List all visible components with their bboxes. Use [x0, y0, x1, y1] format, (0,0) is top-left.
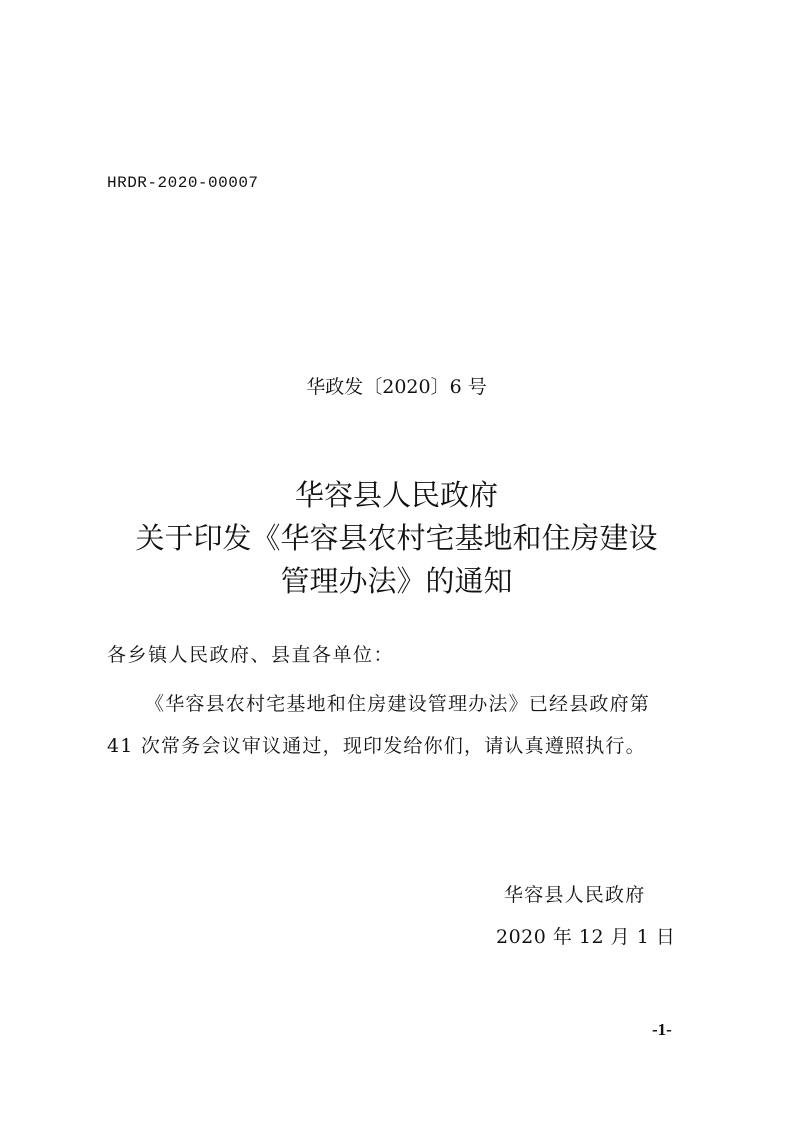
title-line: 管理办法》的通知 — [280, 564, 513, 598]
body-line: 《华容县农村宅基地和住房建设管理办法》已经县政府第 — [145, 693, 651, 715]
document-number: 华政发〔2020〕6 号 — [306, 376, 487, 398]
signer: 华容县人民政府 — [504, 884, 646, 906]
signing-date: 2020 年 12 月 1 日 — [496, 926, 676, 948]
title-line: 关于印发《华容县农村宅基地和住房建设 — [135, 521, 658, 555]
salutation: 各乡镇人民政府、县直各单位： — [107, 644, 395, 666]
document-title — [0, 474, 793, 603]
body-paragraph — [107, 683, 697, 767]
body-line: 41 次常务会议审议通过，现印发给你们，请认真遵照执行。 — [107, 735, 646, 757]
page-number: -1- — [652, 1020, 672, 1039]
title-line: 华容县人民政府 — [294, 478, 498, 512]
document-code: HRDR-2020-00007 — [107, 174, 259, 192]
